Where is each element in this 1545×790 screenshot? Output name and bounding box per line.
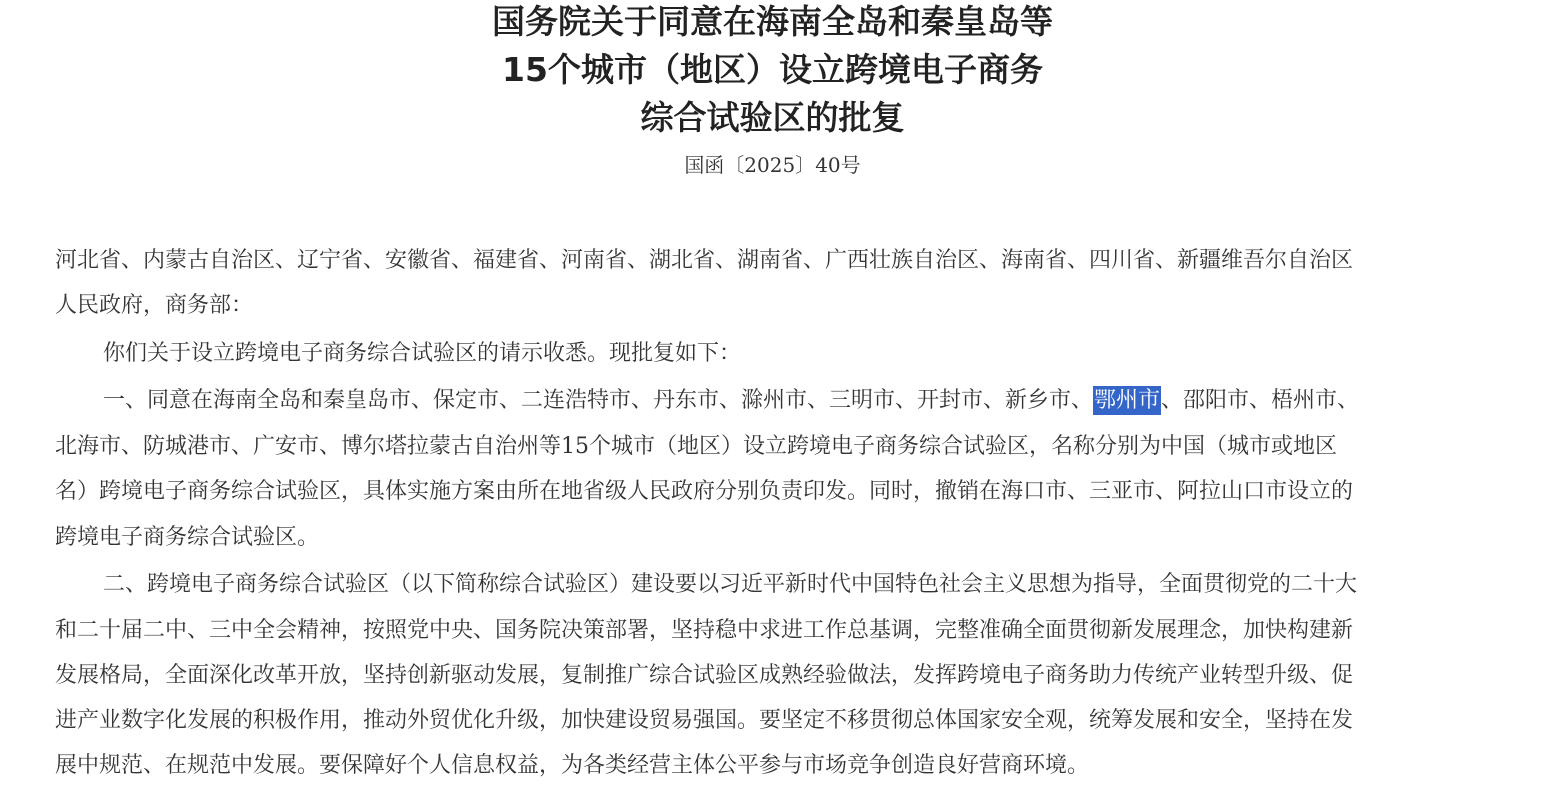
paragraph-1-line-1[interactable] bbox=[103, 378, 1359, 424]
paragraph-2-line-5: 展中规范、在规范中发展。要保障好个人信息权益，为各类经营主体公平参与市场竞争创造良好营商环境。 bbox=[55, 753, 1090, 778]
document-number: 国函〔2025〕40号 bbox=[684, 153, 861, 177]
paragraph-2-line-1: 二、跨境电子商务综合试验区（以下简称综合试验区）建设要以习近平新时代中国特色社会主义思想为指导，全面贯彻党的二十大 bbox=[103, 572, 1358, 597]
document-title-line-3: 综合试验区的批复 bbox=[640, 98, 905, 137]
document-title-line-1: 国务院关于同意在海南全岛和秦皇岛等 bbox=[492, 2, 1053, 41]
intro-paragraph: 你们关于设立跨境电子商务综合试验区的请示收悉。现批复如下： bbox=[103, 341, 742, 366]
addressee-line-2: 人民政府，商务部： bbox=[55, 293, 254, 318]
document-title-line-2: 15个城市（地区）设立跨境电子商务 bbox=[502, 50, 1043, 89]
addressee-line-1: 河北省、内蒙古自治区、辽宁省、安徽省、福建省、河南省、湖北省、湖南省、广西壮族自治区、海南省、四川省、新疆维吾尔自治区 bbox=[55, 248, 1354, 273]
paragraph-1-line-3: 名）跨境电子商务综合试验区，具体实施方案由所在地省级人民政府分别负责印发。同时，撤销在海口市、三亚市、阿拉山口市设立的 bbox=[55, 479, 1354, 504]
paragraph-1-line-2: 北海市、防城港市、广安市、博尔塔拉蒙古自治州等15个城市（地区）设立跨境电子商务综合试验区，名称分别为中国（城市或地区 bbox=[55, 434, 1337, 459]
paragraph-1-line-4: 跨境电子商务综合试验区。 bbox=[55, 525, 320, 550]
paragraph-1-text-before: 一、同意在海南全岛和秦皇岛市、保定市、二连浩特市、丹东市、滁州市、三明市、开封市、新乡市、 bbox=[103, 388, 1094, 413]
paragraph-2-line-4: 进产业数字化发展的积极作用，推动外贸优化升级，加快建设贸易强国。要坚定不移贯彻总体国家安全观，统筹发展和安全，坚持在发 bbox=[55, 708, 1354, 733]
selected-text-highlight[interactable]: 鄂州市 bbox=[1094, 388, 1161, 413]
paragraph-2-line-2: 和二十届二中、三中全会精神，按照党中央、国务院决策部署，坚持稳中求进工作总基调，完整准确全面贯彻新发展理念，加快构建新 bbox=[55, 618, 1354, 643]
paragraph-2-line-3: 发展格局，全面深化改革开放，坚持创新驱动发展，复制推广综合试验区成熟经验做法，发挥跨境电子商务助力传统产业转型升级、促 bbox=[55, 663, 1354, 688]
paragraph-1-text-after: 、邵阳市、梧州市、 bbox=[1161, 388, 1360, 413]
